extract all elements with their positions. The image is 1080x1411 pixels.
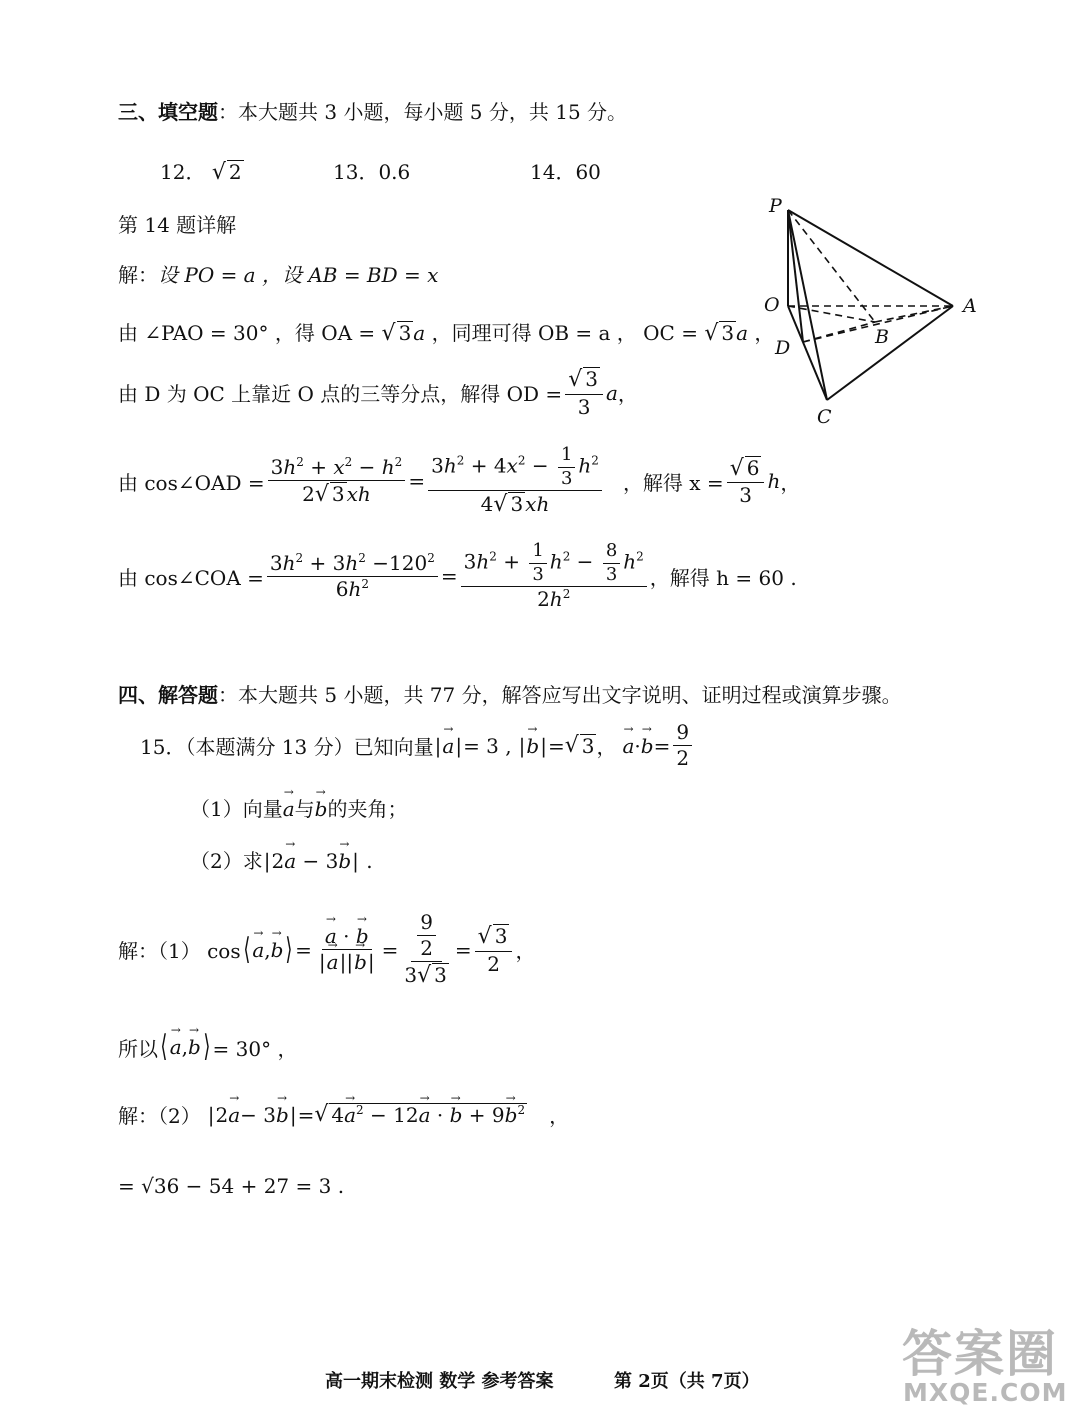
section-4-heading [118, 679, 902, 708]
answer-14-value: 60 [575, 160, 601, 184]
q14-line-4: 由 cos∠OAD = $\frac{3h^2 + x^2 - h^2}{2√ 3 xh}$ = $3h^2 + 4x^2$ − $\frac{1}{3}$ $h^2$ 4√ 3 xh ，解得 x = $\frac{√ 6}{3}$ h ， [118, 444, 801, 517]
answer-14: 14．60 [530, 160, 601, 184]
label-D: D [775, 337, 791, 359]
edge-OC [788, 306, 827, 400]
watermark-url: MXQE.COM [903, 1378, 1068, 1407]
q14-heading: 第 14 题详解 [118, 213, 237, 237]
section-4-title: 四、解答题 [118, 683, 218, 707]
section-3-desc: ：本大题共 3 小题，每小题 5 分，共 15 分。 [218, 100, 628, 124]
answer-13-value: 0.6 [378, 160, 411, 184]
answer-13: 13．0.6 [333, 160, 411, 184]
q14-line-2: 由 ∠PAO = 30° ，得 OA = √ 3 a ，同理可得 OB = a ， OC = √ 3 a ， [118, 321, 775, 346]
footer-title: 高一期末检测 数学 参考答案 [325, 1371, 554, 1392]
q14-line-5: 由 cos∠COA = $\frac{3h^2 + 3h^2 -120^2}{6h^2}$ = $3h^2$ + $\frac{1}{3}$ $h^2$ − $\frac{8}{3}$ $h^2$ $2h^2$ ，解得 h = 60 . [118, 540, 797, 611]
edge-CA [827, 306, 953, 400]
section-3-heading [118, 96, 627, 125]
label-O: O [764, 294, 780, 316]
q14-line-3: 由 D 为 OC 上靠近 O 点的三等分点，解得 OD = $\frac{√ 3}{3}$ a ， [118, 367, 638, 419]
q15-solution-2: 解：（2） | 2 → a − 3 → b | = √ $4\to a^2 - 12\to a$ · → $b + 9\to b^2$ ， [118, 1100, 569, 1129]
section-4-desc: ：本大题共 5 小题，共 77 分，解答应写出文字说明、证明过程或演算步骤。 [218, 683, 902, 707]
label-C: C [817, 406, 832, 428]
section-3-title: 三、填空题 [118, 100, 218, 124]
answer-12-value: 2 [228, 160, 242, 184]
q15-statement: 15．（本题满分 13 分）已知向量 | → a | = 3 , | → b | = √ 3 ， → a · → b = $\frac{9}{2}$ [140, 720, 695, 771]
watermark-logo: 答案圈 [902, 1325, 1058, 1383]
footer-page: 第 2页（共 7页） [614, 1371, 760, 1392]
edge-PA [788, 210, 953, 306]
q15-solution-2-result: = √36 − 54 + 27 = 3 . [118, 1174, 345, 1198]
label-P: P [769, 195, 782, 217]
q15-part-2: （2）求|2→ a − 3→ b| . [190, 845, 373, 874]
q15-part-1: （1）向量→ a与→ b的夹角； [190, 793, 407, 822]
answer-12: 12． √ 2 [160, 160, 242, 185]
edge-PC [788, 210, 827, 400]
pyramid-figure [755, 190, 985, 430]
q14-line-1: 解：设 PO = a ，设 AB = BD = x [118, 263, 439, 287]
label-B: B [875, 326, 889, 348]
q15-solution-1: 解：（1） cos ⟨ → a , → b ⟩ = → $\frac{a \cdot \to b}{|\to a||\to b|}$ = $\frac{\frac{9}{2}}{3√ 3}$ = $\frac{√ 3}{2}$ ， [118, 910, 535, 990]
label-A: A [963, 295, 977, 317]
q15-conclusion-1: 所以 ⟨ → a , → b ⟩ = 30° ， [118, 1032, 297, 1062]
